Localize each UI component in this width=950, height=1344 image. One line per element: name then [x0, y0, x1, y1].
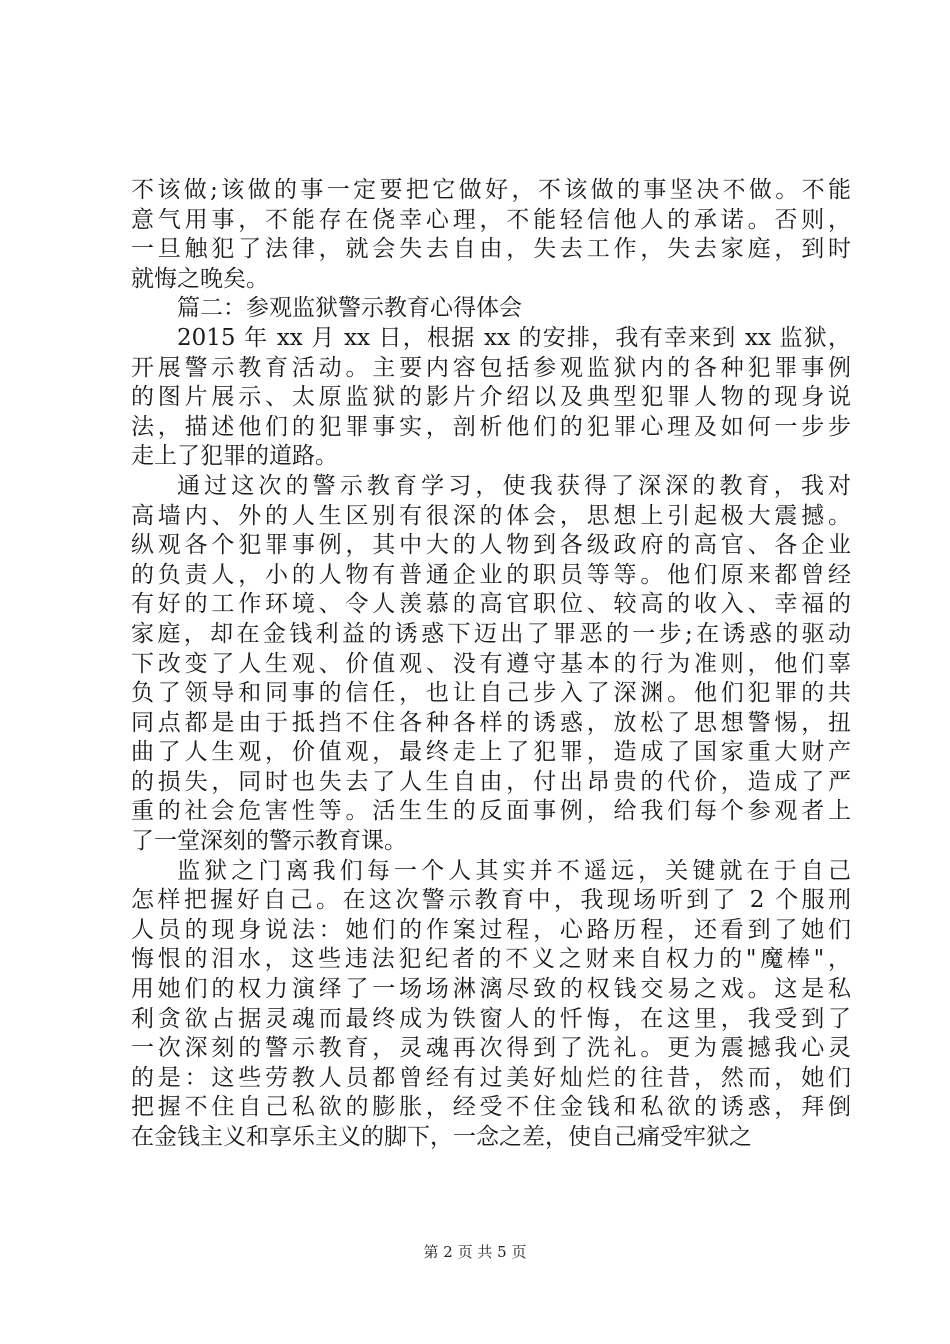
text-line: 下改变了人生观、价值观、没有遵守基本的行为准则，他们辜 — [131, 650, 851, 677]
text-line: 的负责人，小的人物有普通企业的职员等等。他们原来都曾经 — [131, 561, 851, 588]
text-line: 怎样把握好自己。在这次警示教育中，我现场听到了 2 个服刑 — [131, 887, 851, 914]
text-line: 走上了犯罪的道路。 — [131, 443, 338, 470]
text-line: 纵观各个犯罪事例，其中大的人物到各级政府的高官、各企业 — [131, 532, 851, 559]
text-line: 用她们的权力演绎了一场场淋漓尽致的权钱交易之戏。这是私 — [131, 976, 851, 1003]
text-line: 人员的现身说法：她们的作案过程，心路历程，还看到了她们 — [131, 916, 851, 943]
text-line: 在金钱主义和享乐主义的脚下，一念之差，使自己痛受牢狱之 — [131, 1124, 752, 1150]
text-line: 意气用事，不能存在侥幸心理，不能轻信他人的承诺。否则， — [131, 206, 851, 233]
text-line: 通过这次的警示教育学习，使我获得了深深的教育，我对 — [177, 472, 851, 499]
text-line: 的图片展示、太原监狱的影片介绍以及典型犯罪人物的现身说 — [131, 384, 851, 411]
page-footer: 第 2 页 共 5 页 — [423, 1243, 527, 1261]
text-line: 开展警示教育活动。主要内容包括参观监狱内的各种犯罪事例 — [131, 354, 851, 381]
text-line: 法，描述他们的犯罪事实，剖析他们的犯罪心理及如何一步步 — [131, 413, 851, 440]
text-line: 把握不住自己私欲的膨胀，经受不住金钱和私欲的诱惑，拜倒 — [131, 1094, 851, 1121]
text-line: 同点都是由于抵挡不住各种各样的诱惑，放松了思想警惕，扭 — [131, 709, 851, 736]
text-line: 负了领导和同事的信任，也让自己步入了深渊。他们犯罪的共 — [131, 680, 851, 707]
text-line: 的损失，同时也失去了人生自由，付出昂贵的代价，造成了严 — [131, 768, 851, 795]
text-line: 的是：这些劳教人员都曾经有过美好灿烂的往昔，然而，她们 — [131, 1064, 851, 1091]
text-line: 不该做;该做的事一定要把它做好，不该做的事坚决不做。不能 — [131, 177, 851, 203]
text-line: 篇二：参观监狱警示教育心得体会 — [177, 295, 522, 322]
document-body — [131, 176, 851, 1153]
text-line: 曲了人生观，价值观，最终走上了犯罪，造成了国家重大财产 — [131, 739, 851, 766]
text-line: 有好的工作环境、令人羡慕的高官职位、较高的收入、幸福的 — [131, 591, 851, 618]
text-line: 利贪欲占据灵魂而最终成为铁窗人的忏悔，在这里，我受到了 — [131, 1005, 851, 1032]
text-line: 一旦触犯了法律，就会失去自由，失去工作，失去家庭，到时 — [131, 236, 851, 263]
text-line: 了一堂深刻的警示教育课。 — [131, 828, 407, 855]
text-line: 高墙内、外的人生区别有很深的体会，思想上引起极大震撼。 — [131, 502, 851, 529]
text-line: 悔恨的泪水，这些违法犯纪者的不义之财来自权力的"魔棒"， — [131, 946, 851, 973]
text-line: 重的社会危害性等。活生生的反面事例，给我们每个参观者上 — [131, 798, 851, 825]
text-line: 监狱之门离我们每一个人其实并不遥远，关键就在于自己 — [177, 857, 851, 884]
text-line: 2015 年 xx 月 xx 日，根据 xx 的安排，我有幸来到 xx 监狱， — [177, 324, 851, 351]
text-line: 就悔之晚矣。 — [131, 265, 269, 292]
text-line: 一次深刻的警示教育，灵魂再次得到了洗礼。更为震撼我心灵 — [131, 1035, 851, 1062]
text-line: 家庭，却在金钱利益的诱惑下迈出了罪恶的一步;在诱惑的驱动 — [131, 620, 851, 647]
